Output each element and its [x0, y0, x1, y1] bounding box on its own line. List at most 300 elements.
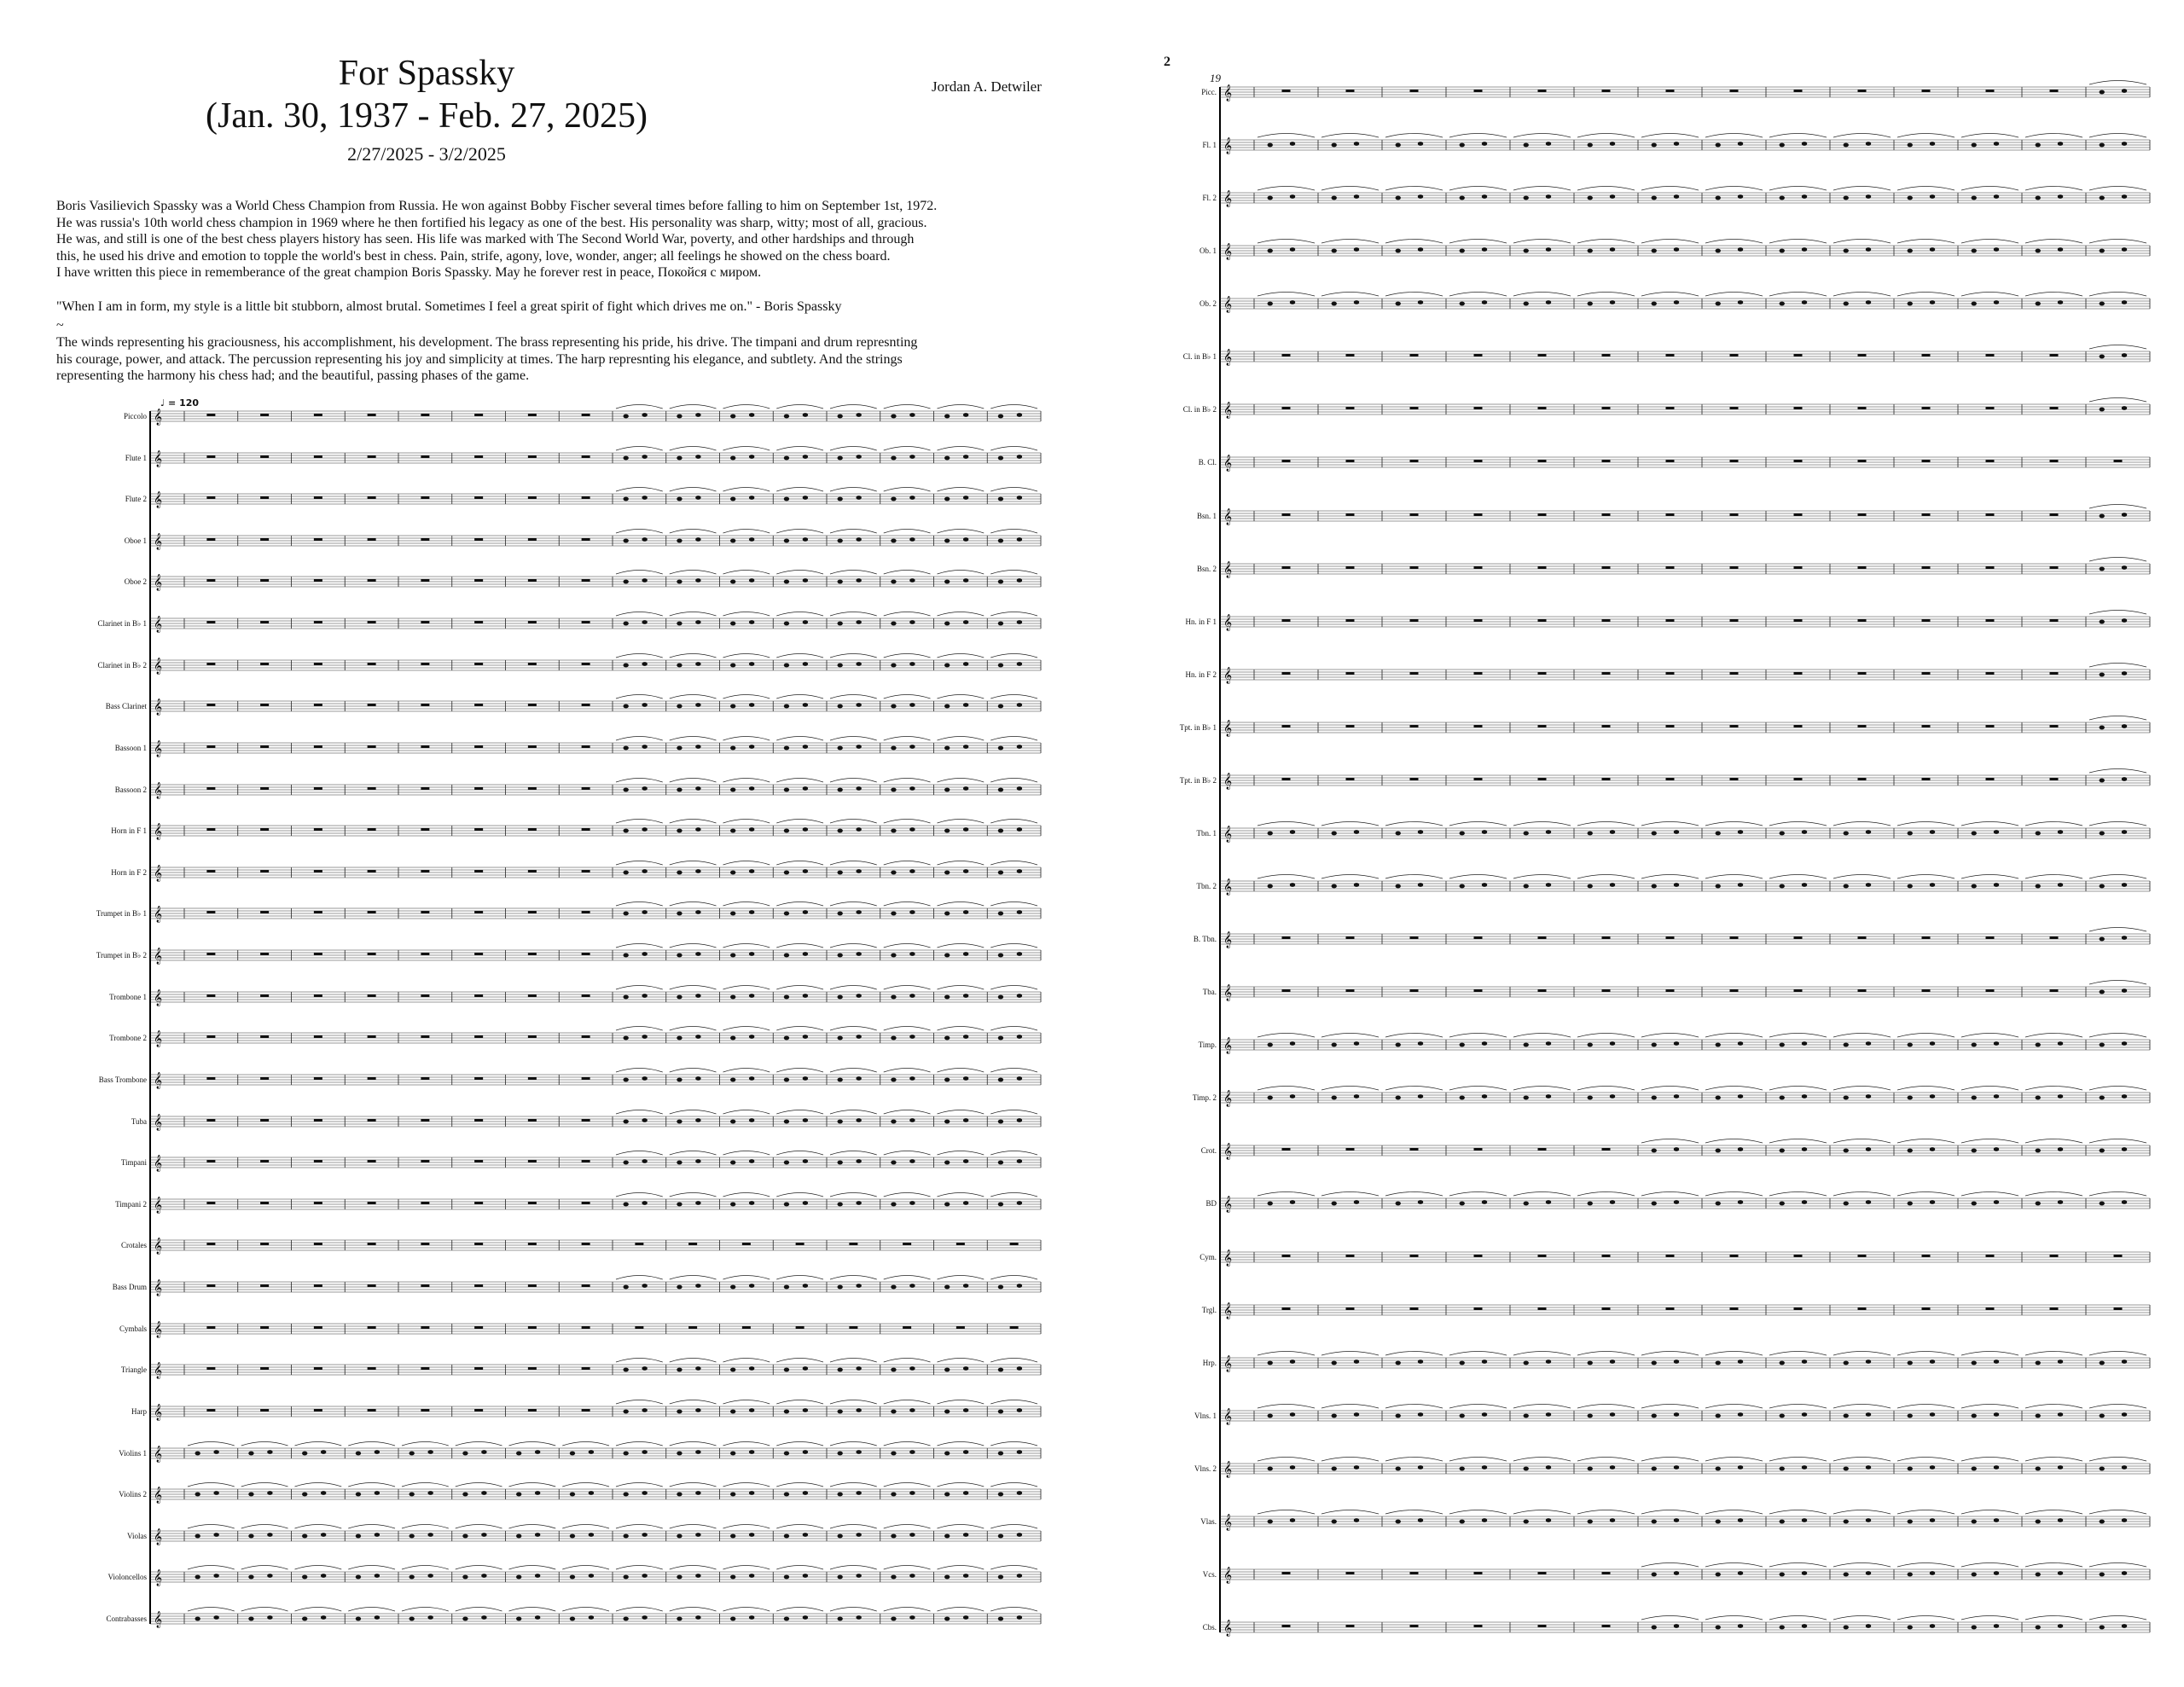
whole-rest [1922, 1307, 1931, 1310]
slur [188, 1483, 235, 1487]
whole-rest [1474, 725, 1483, 728]
slur [1449, 1458, 1507, 1462]
note-head [321, 1491, 326, 1495]
note-head [1930, 1041, 1935, 1046]
note-head [784, 1285, 789, 1290]
note-head [837, 415, 842, 419]
instrument-label: Trgl. [1201, 1306, 1217, 1314]
note-head [891, 746, 896, 751]
note-head [1482, 142, 1487, 146]
note-head [1610, 194, 1615, 199]
note-head [1017, 662, 1022, 666]
slur [2089, 1616, 2146, 1620]
slur [1513, 1405, 1571, 1409]
note-head [1866, 1624, 1871, 1628]
note-head [963, 1076, 968, 1081]
note-head [1652, 1149, 1657, 1153]
whole-rest [314, 1367, 322, 1370]
note-head [2036, 884, 2041, 889]
whole-rest [474, 414, 483, 416]
note-head [1610, 1094, 1615, 1099]
note-head [909, 1284, 915, 1288]
note-head [1716, 1467, 1721, 1471]
note-head [963, 620, 968, 624]
slur [830, 1608, 877, 1612]
slur [1769, 1510, 1827, 1515]
note-head [1460, 1043, 1465, 1047]
note-head [642, 994, 647, 998]
note-head [2058, 142, 2063, 146]
slur [1577, 240, 1635, 244]
whole-rest [474, 1409, 483, 1412]
note-head [837, 1203, 842, 1207]
slur [938, 779, 985, 783]
slur [938, 820, 985, 824]
whole-rest [1282, 1572, 1291, 1574]
note-head [213, 1533, 218, 1537]
clef-icon: 𝄞 [154, 1404, 163, 1421]
note-head [1354, 1094, 1359, 1099]
note-head [1930, 1359, 1935, 1364]
note-head [1802, 1359, 1807, 1364]
note-head [1738, 1624, 1743, 1628]
whole-rest [1474, 460, 1483, 462]
slur [2089, 345, 2146, 350]
whole-rest [474, 1326, 483, 1329]
slur [562, 1608, 609, 1612]
note-head [2122, 142, 2127, 146]
note-head [730, 1452, 735, 1456]
clef-icon: 𝄞 [154, 450, 163, 467]
slur [1258, 1034, 1315, 1038]
note-head [837, 580, 842, 584]
whole-rest [1730, 778, 1739, 780]
note-head [1716, 302, 1721, 306]
slur [1833, 293, 1891, 297]
whole-rest [260, 1077, 269, 1080]
whole-rest [582, 1367, 590, 1370]
note-head [1546, 1094, 1551, 1099]
note-head [891, 664, 896, 668]
note-head [677, 415, 682, 419]
note-head [1674, 194, 1679, 199]
note-head [248, 1617, 253, 1621]
whole-rest [582, 538, 590, 541]
slur [616, 447, 663, 451]
note-head [535, 1574, 540, 1578]
note-head [623, 1534, 628, 1539]
slur [1385, 1510, 1443, 1515]
slur [1513, 134, 1571, 138]
note-head [856, 1615, 861, 1620]
note-head [623, 1617, 628, 1621]
whole-rest [582, 745, 590, 748]
whole-rest [2050, 460, 2059, 462]
note-head [1460, 1202, 1465, 1206]
whole-rest [368, 1077, 376, 1080]
note-head [695, 537, 700, 542]
note-head [837, 912, 842, 916]
note-head [462, 1534, 468, 1539]
clef-icon: 𝄞 [154, 533, 163, 550]
instrument-label: Triangle [120, 1365, 147, 1374]
note-head [749, 1159, 754, 1163]
note-head [2036, 249, 2041, 253]
note-head [1482, 1041, 1487, 1046]
whole-rest [528, 1119, 537, 1122]
note-head [1674, 247, 1679, 252]
note-head [1017, 827, 1022, 832]
whole-rest [474, 496, 483, 499]
note-head [2122, 1041, 2127, 1046]
slur [938, 405, 985, 409]
slur [990, 1566, 1037, 1570]
note-head [803, 910, 808, 914]
note-head [1844, 1361, 1849, 1365]
whole-rest [421, 953, 429, 955]
note-head [1396, 1467, 1401, 1471]
slur [990, 1151, 1037, 1156]
note-head [1908, 1467, 1913, 1471]
slur [670, 1069, 717, 1073]
note-head [1844, 884, 1849, 889]
slur [990, 944, 1037, 948]
slur [670, 654, 717, 658]
whole-rest [260, 621, 269, 623]
note-head [623, 664, 628, 668]
whole-rest [421, 663, 429, 665]
note-head [695, 1366, 700, 1371]
slur [1577, 1192, 1635, 1197]
note-head [1738, 883, 1743, 887]
note-head [856, 910, 861, 914]
note-head [695, 1118, 700, 1122]
note-head [481, 1533, 486, 1537]
slur [1833, 187, 1891, 191]
slur [830, 820, 877, 824]
note-head [1354, 1518, 1359, 1522]
whole-rest [849, 1326, 857, 1329]
slur [241, 1566, 288, 1570]
slur [2089, 1405, 2146, 1409]
slur [723, 1608, 770, 1612]
note-head [642, 413, 647, 417]
slur [670, 488, 717, 492]
whole-rest [1010, 1243, 1019, 1245]
whole-rest [368, 1035, 376, 1038]
slur [1385, 1087, 1443, 1091]
whole-rest [474, 1035, 483, 1038]
note-head [749, 952, 754, 956]
note-head [730, 1036, 735, 1041]
note-head [2100, 779, 2105, 783]
note-head [1994, 300, 1999, 304]
whole-rest [582, 1202, 590, 1204]
note-head [891, 1203, 896, 1207]
whole-rest [1602, 566, 1611, 569]
note-head [1844, 1043, 1849, 1047]
whole-rest [260, 828, 269, 831]
whole-rest [421, 1119, 429, 1122]
note-head [2058, 1518, 2063, 1522]
composition-dates: 2/27/2025 - 3/2/2025 [347, 143, 506, 165]
whole-rest [1346, 778, 1355, 780]
whole-rest [582, 579, 590, 582]
slur [1321, 1192, 1379, 1197]
note-head [1652, 302, 1657, 306]
note-head [1418, 142, 1423, 146]
slur [616, 1193, 663, 1197]
slur [1833, 1034, 1891, 1038]
note-head [1844, 1202, 1849, 1206]
note-head [963, 1491, 968, 1495]
note-head [1460, 884, 1465, 889]
note-head [803, 1159, 808, 1163]
slur [1513, 1510, 1571, 1515]
slur [188, 1442, 235, 1446]
note-head [856, 1366, 861, 1371]
note-head [1674, 1518, 1679, 1522]
whole-rest [421, 621, 429, 623]
slur [1513, 240, 1571, 244]
note-head [1716, 1043, 1721, 1047]
slur [938, 612, 985, 617]
slur [723, 1400, 770, 1405]
slur [670, 902, 717, 907]
note-head [1290, 830, 1295, 834]
whole-rest [1282, 936, 1291, 939]
whole-rest [528, 455, 537, 458]
note-head [642, 1450, 647, 1454]
slur [1513, 1034, 1571, 1038]
instrument-label: Violins 1 [119, 1449, 147, 1458]
whole-rest [528, 1284, 537, 1287]
note-head [2058, 1359, 2063, 1364]
note-head [1610, 1041, 1615, 1046]
note-head [909, 1076, 915, 1081]
whole-rest [260, 911, 269, 913]
note-head [2058, 1624, 2063, 1628]
slur [1321, 1034, 1379, 1038]
slur [2089, 1034, 2146, 1038]
whole-rest [314, 787, 322, 790]
slur [2089, 1352, 2146, 1356]
note-head [302, 1493, 307, 1497]
note-head [623, 954, 628, 958]
slur [884, 1027, 931, 1031]
slur [1705, 875, 1763, 879]
note-head [749, 662, 754, 666]
slur [884, 447, 931, 451]
instrument-label: Cl. in B♭ 2 [1182, 405, 1217, 414]
slur [1961, 1458, 2018, 1462]
whole-rest [1666, 989, 1675, 992]
note-head [2122, 988, 2127, 993]
note-head [1908, 1573, 1913, 1577]
whole-rest [1602, 725, 1611, 728]
note-head [1674, 1359, 1679, 1364]
slur [723, 405, 770, 409]
note-head [856, 827, 861, 832]
note-head [1716, 1361, 1721, 1365]
whole-rest [1410, 725, 1419, 728]
note-head [677, 1493, 682, 1497]
whole-rest [421, 1202, 429, 1204]
note-head [1418, 194, 1423, 199]
whole-rest [2050, 1255, 2059, 1257]
note-head [2058, 1465, 2063, 1470]
note-head [1524, 1414, 1529, 1418]
instrument-label: B. Cl. [1198, 458, 1217, 467]
note-head [1674, 142, 1679, 146]
note-head [909, 1159, 915, 1163]
instrument-label: Timp. 2 [1192, 1093, 1217, 1102]
note-head [1802, 247, 1807, 252]
slur [990, 405, 1037, 409]
whole-rest [1282, 460, 1291, 462]
note-head [1396, 143, 1401, 148]
slur [616, 1400, 663, 1405]
note-head [1332, 1043, 1337, 1047]
note-head [1930, 1147, 1935, 1151]
whole-rest [582, 663, 590, 665]
slur [1641, 822, 1699, 826]
slur [616, 1110, 663, 1115]
note-head [1844, 1467, 1849, 1471]
slur [884, 737, 931, 741]
note-head [1866, 1465, 1871, 1470]
slur [1769, 134, 1827, 138]
slur [990, 571, 1037, 575]
note-head [1482, 1094, 1487, 1099]
note-head [856, 1201, 861, 1205]
note-head [1610, 1465, 1615, 1470]
whole-rest [206, 621, 215, 623]
slur [1897, 134, 1955, 138]
note-head [1290, 1465, 1295, 1470]
slur [1897, 1458, 1955, 1462]
note-head [1844, 143, 1849, 148]
note-head [1930, 247, 1935, 252]
note-head [481, 1491, 486, 1495]
note-head [784, 497, 789, 501]
note-head [1460, 143, 1465, 148]
note-head [2122, 353, 2127, 357]
note-head [749, 537, 754, 542]
slur [2089, 981, 2146, 985]
note-head [784, 1120, 789, 1124]
note-head [803, 578, 808, 583]
note-head [998, 1617, 1003, 1621]
note-head [481, 1450, 486, 1454]
whole-rest [1282, 407, 1291, 409]
note-head [1460, 1520, 1465, 1524]
whole-rest [1794, 1307, 1803, 1310]
note-head [623, 1203, 628, 1207]
slur [1897, 1616, 1955, 1620]
note-head [1716, 884, 1721, 889]
whole-rest [206, 579, 215, 582]
slur [616, 488, 663, 492]
note-head [963, 662, 968, 666]
whole-rest [206, 1160, 215, 1162]
note-head [749, 1450, 754, 1454]
note-head [1546, 883, 1551, 887]
note-head [1652, 1573, 1657, 1577]
slur [616, 1359, 663, 1363]
note-head [837, 539, 842, 543]
instrument-label: Picc. [1201, 88, 1217, 96]
note-head [837, 829, 842, 833]
whole-rest [528, 1202, 537, 1204]
whole-rest [1474, 936, 1483, 939]
note-head [891, 539, 896, 543]
note-head [2036, 1520, 2041, 1524]
note-head [1354, 1465, 1359, 1470]
note-head [909, 1201, 915, 1205]
note-head [2036, 1361, 2041, 1365]
note-head [730, 1368, 735, 1372]
note-head [1017, 1408, 1022, 1412]
whole-rest [1282, 778, 1291, 780]
note-head [1290, 883, 1295, 887]
note-head [998, 1036, 1003, 1041]
note-head [909, 703, 915, 707]
clef-icon: 𝄞 [154, 740, 163, 757]
note-head [1332, 1467, 1337, 1471]
note-head [803, 1035, 808, 1039]
instrument-label: Tpt. in B♭ 2 [1179, 776, 1217, 785]
note-head [2036, 832, 2041, 836]
note-head [1802, 1571, 1807, 1575]
note-head [1716, 1149, 1721, 1153]
note-head [570, 1575, 575, 1580]
note-head [248, 1452, 253, 1456]
note-head [730, 1203, 735, 1207]
slur [1258, 240, 1315, 244]
note-head [642, 1491, 647, 1495]
slur [670, 986, 717, 990]
whole-rest [1730, 354, 1739, 357]
note-head [909, 662, 915, 666]
whole-rest [1282, 725, 1291, 728]
note-head [1908, 1096, 1913, 1100]
whole-rest [528, 1035, 537, 1038]
slur [670, 447, 717, 451]
instrument-label: Horn in F 1 [111, 826, 147, 835]
slur [616, 530, 663, 534]
whole-rest [1922, 936, 1931, 939]
note-head [2100, 355, 2105, 359]
whole-rest [1858, 460, 1867, 462]
instrument-label: Ob. 2 [1199, 299, 1217, 308]
whole-rest [1794, 354, 1803, 357]
note-head [642, 662, 647, 666]
whole-rest [903, 1326, 911, 1329]
note-head [1524, 1467, 1529, 1471]
note-head [1482, 1359, 1487, 1364]
slur [616, 1525, 663, 1529]
whole-rest [1538, 1148, 1547, 1151]
note-head [909, 1450, 915, 1454]
slur [776, 1276, 823, 1280]
whole-rest [1858, 936, 1867, 939]
whole-rest [368, 787, 376, 790]
note-head [1802, 1200, 1807, 1204]
whole-rest [582, 828, 590, 831]
slur [295, 1525, 342, 1529]
note-head [356, 1452, 361, 1456]
